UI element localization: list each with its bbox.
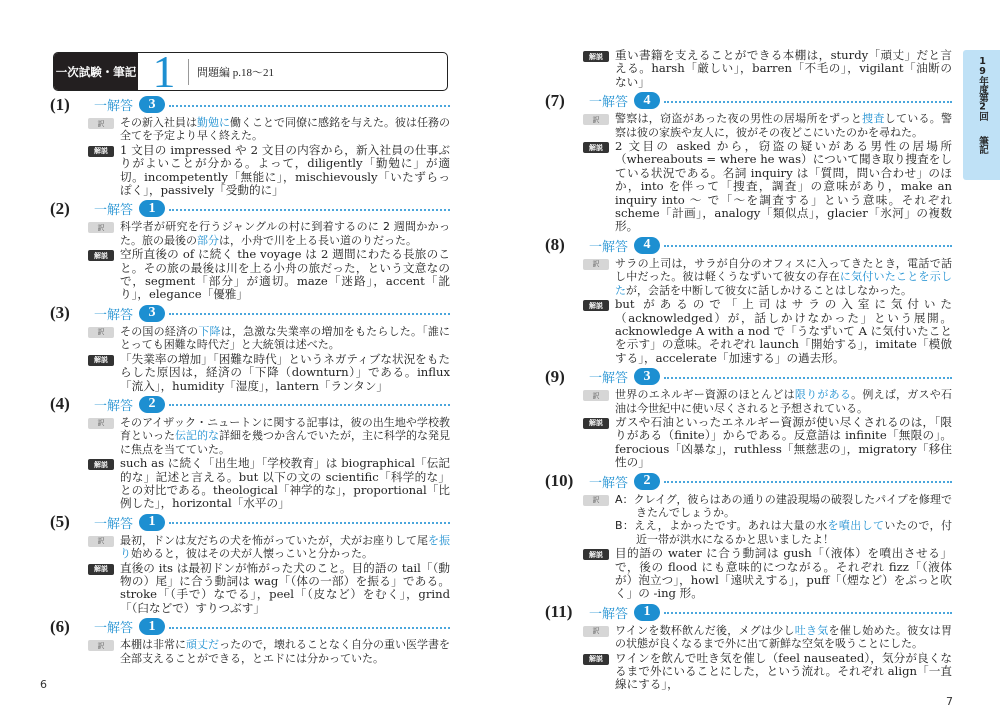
translation-part: その国の経済の [120,324,199,338]
answer-label: 一解答 [589,475,629,491]
highlighted-answer: 下降 [198,324,221,338]
dotted-leader [664,101,952,103]
translation-part: 世界のエネルギー資源のほとんどは [615,388,795,402]
answer-badge: 1 [139,200,165,217]
translation-line [120,220,450,246]
explanation-marker: 解説 [88,250,114,261]
translation-block [545,493,952,547]
translation-part: ワインを数杯飲んだ後，メグは少し [615,623,795,637]
dotted-leader [169,522,450,524]
explanation-text: 空所直後の of に続く the voyage は 2 週間にわたる長旅のこと。その旅の最後は川を上る小舟の旅だった，という文意なので，segment「部分」が適切。maze「迷路」，accent「訛り」，elegance「優雅」 [120,247,450,302]
explanation-text: but があるので「上司はサラの入室に気付いた（acknowledged）が，話しかけなかった」という展開。acknowledge A with a nod で「うなずいて A に気付いたことを示す」の意味。それぞれ launch「開始する」，imitate「模倣する」，accelerate「加速する」の過去形。 [615,297,952,365]
dotted-leader [169,627,450,629]
answer-list-left [50,93,450,666]
dotted-leader [664,612,952,614]
translation-part: 本棚は非常に [120,638,187,652]
section-tag: 一次試験・筆記 [54,53,138,90]
explanation-text: 2 文目の asked から，窃盗の疑いがある男性の居場所（whereabouts = where he was）について聞き取り捜査をしている状況である。名詞 inquiry は「質問，問い合わせ」のほか，into を伴って「捜査，調査」の意味があり，make an inquiry into ～ で「～を調査する」という意味。それぞれ scheme「計画」，analogy「類似点」，glacier「氷河」の複数形。 [615,139,952,234]
answer-label: 一解答 [94,203,134,219]
translation-part: 働くことで同僚に感銘を与えた。彼は任務の全てを予定より早く終えた。 [120,116,450,143]
answer-item [50,198,450,301]
explanation-block [545,416,952,470]
highlighted-answer: 吐き気 [794,623,829,637]
translation-line [120,116,450,142]
translation-block [50,116,450,143]
highlighted-answer: を振り [120,533,450,561]
translation-part: 最初，ドンは友だちの犬を怖がっていたが，犬がお座りして尾 [120,533,428,547]
explanation-block [50,457,450,511]
answer-badge: 2 [634,473,660,490]
translation-block [545,257,952,297]
answer-header [545,471,952,492]
right-page [545,0,952,710]
explanation-text: 重い書籍を支えることができる本棚は，sturdy「頑丈」だと言える。harsh「厳しい」，barren「不毛の」，vigilant「油断のない」 [615,48,952,89]
translation-marker: 訳 [88,418,114,429]
explanation-marker: 解説 [583,654,609,665]
answer-header [50,394,450,415]
translation-part: A：クレイグ，彼らはあの通りの建設現場の破裂したパイプを修理できたんでしょうか。 [615,492,952,519]
explanation-text: 直後の its は最初ドンが怖がった犬のこと。目的語の tail「（動物の）尾」に合う動詞は wag「（体の一部）を振る」である。stroke「（手で）なでる」，peel「（皮など）をむく」，grind「（臼などで）すりつぶす」 [120,560,450,615]
translation-line [120,638,450,664]
tab-part: 筆記 [977,136,988,153]
answer-badge: 1 [634,604,660,621]
explanation-marker: 解説 [583,142,609,153]
answer-list-right [545,48,952,693]
answer-badge: 4 [634,92,660,109]
translation-part: その新入社員は [120,116,197,129]
page-number-left: 6 [40,678,47,691]
answer-item [50,94,450,197]
dotted-leader [169,105,450,107]
highlighted-answer: 限りがある [794,388,852,402]
question-number: (5) [50,512,70,532]
header-divider [188,59,189,85]
question-number: (1) [50,94,70,114]
answer-label: 一解答 [94,516,134,532]
translation-line [615,257,952,297]
question-number: (4) [50,394,70,414]
explanation-block [50,248,450,302]
answer-badge: 3 [139,305,165,322]
translation-part: 始めると，彼はその犬が人懐っこいと分かった。 [131,547,373,561]
page-number-right: 7 [946,695,953,708]
answer-header [50,616,450,637]
answer-item [545,602,952,692]
dotted-leader [664,245,952,247]
dotted-leader [664,377,952,379]
answer-header [50,94,450,115]
highlighted-answer: 捜査 [862,112,885,126]
translation-block [545,388,952,415]
translation-text [615,624,952,651]
translation-part: 科学者が研究を行うジャングルの村に到着するのに 2 週間かかった。旅の最後の [120,220,450,247]
translation-part: している。警察は彼の家族や友人に，彼がその夜どこにいたのかを尋ねた。 [615,112,953,139]
question-number: (9) [545,366,565,386]
answer-badge: 3 [139,96,165,113]
explanation-text: ワインを飲んで吐き気を催し（feel nauseated），気分が良くなるまで外にいることにした，という流れ。それぞれ align「一直線にする」， [615,650,952,692]
translation-part: 詳細を幾つか含んでいたが，主に科学的な発見に焦点を当てていた。 [120,429,450,456]
translation-part: B：ええ，よかったです。あれは大量の水 [615,519,828,533]
translation-text [615,388,952,415]
question-number: (6) [50,616,70,636]
answer-label: 一解答 [94,307,134,323]
translation-part: 。例えば，ガスや石油は今世紀中に使い尽くされると予想されている。 [615,388,953,415]
side-index-tab[interactable] [963,50,1000,180]
answer-header [545,366,952,387]
explanation-marker: 解説 [583,51,609,62]
answer-item [50,394,450,511]
translation-marker: 訳 [88,536,114,547]
explanation-block [50,353,450,393]
translation-text [120,638,450,665]
translation-text [615,493,952,547]
highlighted-answer: 勤勉に [197,116,230,129]
highlighted-answer: を噴出して [827,519,885,533]
answer-item [545,471,952,601]
translation-line [120,325,450,351]
dotted-leader [169,313,450,315]
translation-text [615,257,952,297]
translation-block [545,112,952,139]
translation-text [120,416,450,456]
question-number: (7) [545,90,565,110]
question-number: (11) [545,602,573,622]
translation-text [120,534,450,561]
explanation-text: 「失業率の増加」「困難な時代」というネガティブな状況をもたらした原因は，経済の「下降（downturn）」である。influx「流入」，humidity「湿度」，lantern「ランタン」 [120,351,450,393]
answer-label: 一解答 [94,621,134,637]
dotted-leader [169,209,450,211]
translation-line [615,493,952,520]
explanation-block [50,562,450,616]
answer-badge: 1 [139,514,165,531]
explanation-block [50,144,450,198]
explanation-block [545,298,952,365]
explanation-text: 目的語の water に合う動詞は gush「（液体）を噴出させる」で，後の flood にも意味的につながる。それぞれ fizz「（液体が）泡立つ」，howl「遠吠えする」，puff「（煙など）をぷっと吹く」の -ing 形。 [615,546,952,601]
dotted-leader [169,404,450,406]
translation-part: は，小舟で川を上る長い道のりだった。 [219,233,417,247]
translation-part: いたので，付近一帯が洪水になるかと思いましたよ！ [636,519,953,546]
answer-header [545,90,952,111]
answer-label: 一解答 [589,371,629,387]
translation-line [615,624,952,650]
translation-part: ったので，壊れることなく自分の重い医学書を全部支えることができる，とエドには分かっていた。 [120,638,451,665]
translation-marker: 訳 [583,259,609,270]
highlighted-answer: 部分 [197,233,219,247]
translation-part: サラの上司は，サラが自分のオフィスに入ってきたとき，電話で話し中だった。彼は軽くうなずいて彼女の存在 [615,256,952,284]
answer-header [545,602,952,623]
translation-marker: 訳 [88,118,114,129]
translation-marker: 訳 [88,640,114,651]
answer-item [50,512,450,615]
explanation-marker: 解説 [583,418,609,429]
translation-marker: 訳 [583,495,609,506]
translation-part: は，急激な失業率の増加をもたらした。「誰にとっても困難な時代だ」と大統領は述べた。 [120,324,451,352]
explanation-marker: 解説 [88,355,114,366]
answer-header [545,235,952,256]
translation-line [120,416,450,456]
question-number: (8) [545,235,565,255]
highlighted-answer: に気付いたことを示した [615,270,952,297]
answer-item [545,90,952,234]
translation-text [120,220,450,247]
explanation-marker: 解説 [88,564,114,575]
explanation-continuation [545,49,952,89]
translation-marker: 訳 [88,327,114,338]
answer-label: 一解答 [94,398,134,414]
explanation-marker: 解説 [583,300,609,311]
translation-text [120,325,450,352]
translation-line [615,519,952,546]
tab-year-round: 19年度第2回 [977,56,988,120]
answer-header [50,198,450,219]
translation-block [50,220,450,247]
translation-block [50,638,450,665]
translation-text [615,112,952,139]
translation-part: を催し始めた。彼女は胃の状態が良くなるまで外に出て新鮮な空気を吸うことにした。 [615,623,953,651]
translation-line [120,534,450,560]
explanation-text: 1 文目の impressed や 2 文目の内容から，新入社員の仕事ぶりがよいことが分かる。よって，diligently「勤勉に」が適切。incompetently「無能に」，mischievously「いたずらっぽく」，passively「受動的に」 [120,142,450,198]
dotted-leader [664,481,952,483]
explanation-marker: 解説 [88,459,114,470]
translation-marker: 訳 [583,626,609,637]
translation-part: が，会話を中断して彼女に話しかけることはしなかった。 [626,283,912,297]
explanation-block [545,140,952,234]
translation-block [545,624,952,651]
answer-item [50,616,450,665]
translation-block [50,325,450,352]
answer-label: 一解答 [589,239,629,255]
translation-part: そのアイザック・ニュートンに関する記事は，彼の出生地や学校教育といった [120,415,450,443]
translation-block [50,534,450,561]
answer-item [545,366,952,469]
translation-line [615,388,952,414]
question-number: (2) [50,198,70,218]
explanation-text: such as に続く「出生地」「学校教育」は biographical「伝記的な」記述と言える。but 以下の文の scientific「科学的な」との対比である。theological「神学的な」，proportional「比例した」，horizontal「水平の」 [120,456,450,511]
highlighted-answer: 伝記的な [175,429,219,443]
answer-badge: 3 [634,368,660,385]
answer-header [50,512,450,533]
left-page [50,0,450,710]
answer-item [50,303,450,393]
problem-reference: 問題編 p.18～21 [197,66,274,79]
translation-part: 警察は，窃盗があった夜の男性の居場所をずっと [615,112,863,126]
question-number: (3) [50,303,70,323]
explanation-marker: 解説 [88,146,114,157]
question-number: (10) [545,471,574,491]
highlighted-answer: 頑丈だ [186,638,220,652]
translation-marker: 訳 [88,222,114,233]
translation-text [120,116,450,143]
section-header [53,52,448,91]
explanation-text: ガスや石油といったエネルギー資源が使い尽くされるのは，「限りがある（finite）」からである。反意語は infinite「無限の」。ferocious「凶暴な」，ruthless「無慈悲の」，migratory「移住性の」 [615,414,952,470]
answer-badge: 4 [634,237,660,254]
answer-header [50,303,450,324]
translation-block [50,416,450,456]
explanation-block [545,547,952,601]
translation-marker: 訳 [583,114,609,125]
answer-item [545,235,952,365]
answer-label: 一解答 [589,606,629,622]
answer-badge: 2 [139,396,165,413]
section-number: 1 [152,52,176,91]
translation-marker: 訳 [583,390,609,401]
answer-label: 一解答 [94,99,134,114]
answer-badge: 1 [139,618,165,635]
translation-line [615,112,952,138]
explanation-block [545,652,952,692]
answer-label: 一解答 [589,95,629,111]
explanation-marker: 解説 [583,549,609,560]
